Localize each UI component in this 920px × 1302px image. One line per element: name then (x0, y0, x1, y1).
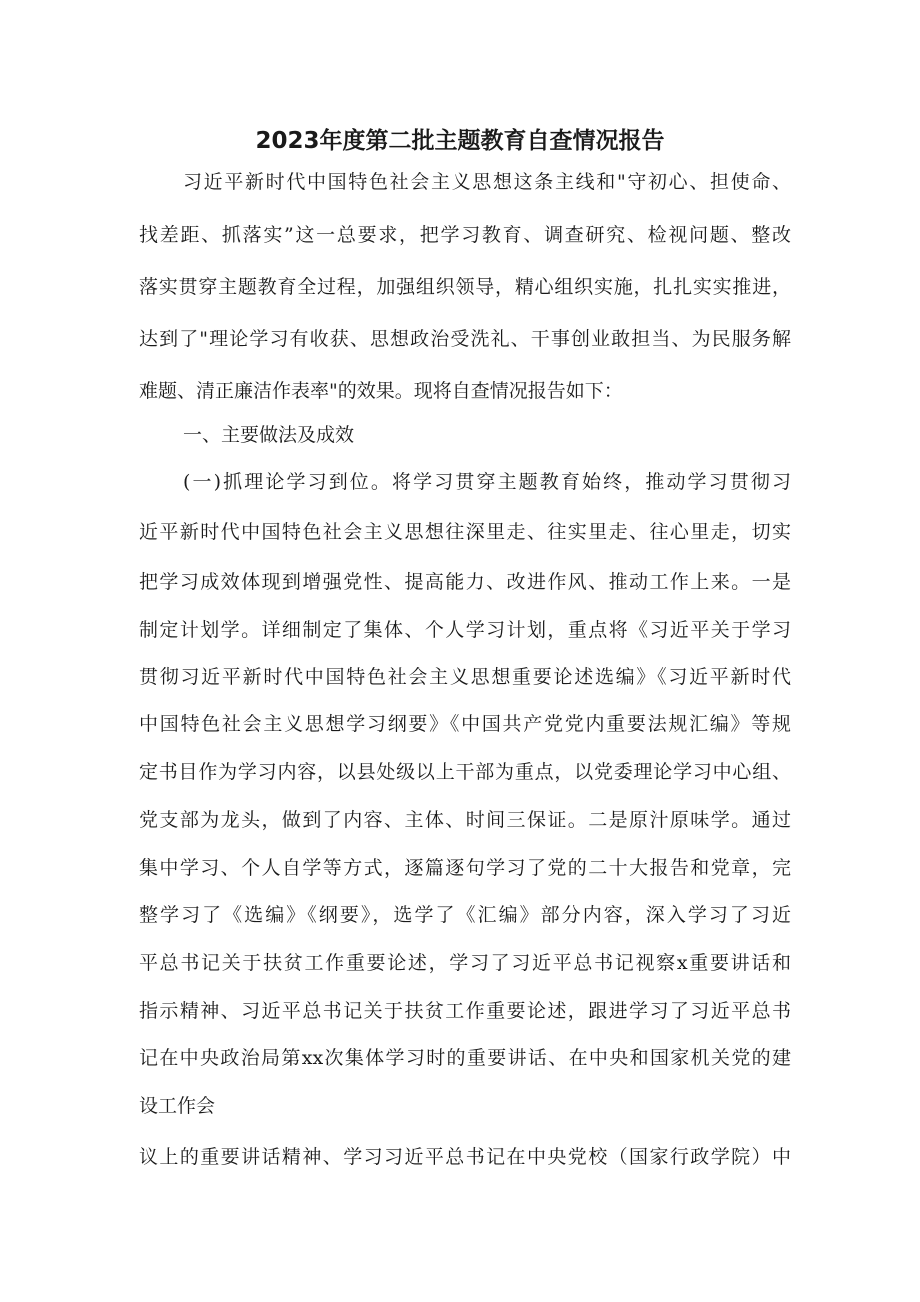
paragraph-line: 中国特色社会主义思想学习纲要》《中国共产党党内重要法规汇编》等规 (139, 713, 791, 735)
paragraph-line: 平总书记关于扶贫工作重要论述，学习了习近平总书记视察x重要讲话和 (139, 952, 791, 974)
paragraph-line: 指示精神、习近平总书记关于扶贫工作重要论述，跟进学习了习近平总书 (139, 1000, 791, 1022)
paragraph-line: 议上的重要讲话精神、学习习近平总书记在中央党校（国家行政学院）中 (139, 1146, 791, 1168)
paragraph-line: 整学习了《选编》《纲要》，选学了《汇编》部分内容，深入学习了习近 (139, 904, 791, 926)
paragraph-line: 制定计划学。详细制定了集体、个人学习计划，重点将《习近平关于学习 (139, 619, 791, 641)
paragraph-line: 习近平新时代中国特色社会主义思想这条主线和"守初心、担使命、 (183, 171, 791, 193)
paragraph-line: 达到了"理论学习有收获、思想政治受洗礼、干事创业敢担当、为民服务解 (139, 328, 791, 350)
paragraph-line: 难题、清正廉洁作表率"的效果。现将自查情况报告如下： (139, 380, 623, 402)
document-title: 2023年度第二批主题教育自查情况报告 (255, 128, 665, 154)
paragraph-line: 设工作会 (139, 1095, 216, 1117)
paragraph-line: 定书目作为学习内容，以县处级以上干部为重点，以党委理论学习中心组、 (139, 761, 791, 783)
paragraph-line: 近平新时代中国特色社会主义思想往深里走、往实里走、往心里走，切实 (139, 521, 791, 543)
paragraph-line: 集中学习、个人自学等方式，逐篇逐句学习了党的二十大报告和党章，完 (139, 857, 791, 879)
paragraph-line: 党支部为龙头，做到了内容、主体、时间三保证。二是原汁原味学。通过 (139, 809, 791, 831)
paragraph-line: 贯彻习近平新时代中国特色社会主义思想重要论述选编》《习近平新时代 (139, 666, 791, 688)
paragraph-line: 把学习成效体现到增强党性、提高能力、改进作风、推动工作上来。一是 (139, 571, 791, 593)
paragraph-line: 记在中央政治局第xx次集体学习时的重要讲话、在中央和国家机关党的建 (139, 1047, 791, 1069)
paragraph-line: 落实贯穿主题教育全过程，加强组织领导，精心组织实施，扎扎实实推进， (139, 276, 791, 298)
paragraph-line: (一)抓理论学习到位。将学习贯穿主题教育始终，推动学习贯彻习 (183, 471, 791, 493)
section-heading: 一、主要做法及成效 (183, 424, 355, 446)
paragraph-line: 找差距、抓落实”这一总要求，把学习教育、调查研究、检视问题、整改 (139, 224, 791, 246)
